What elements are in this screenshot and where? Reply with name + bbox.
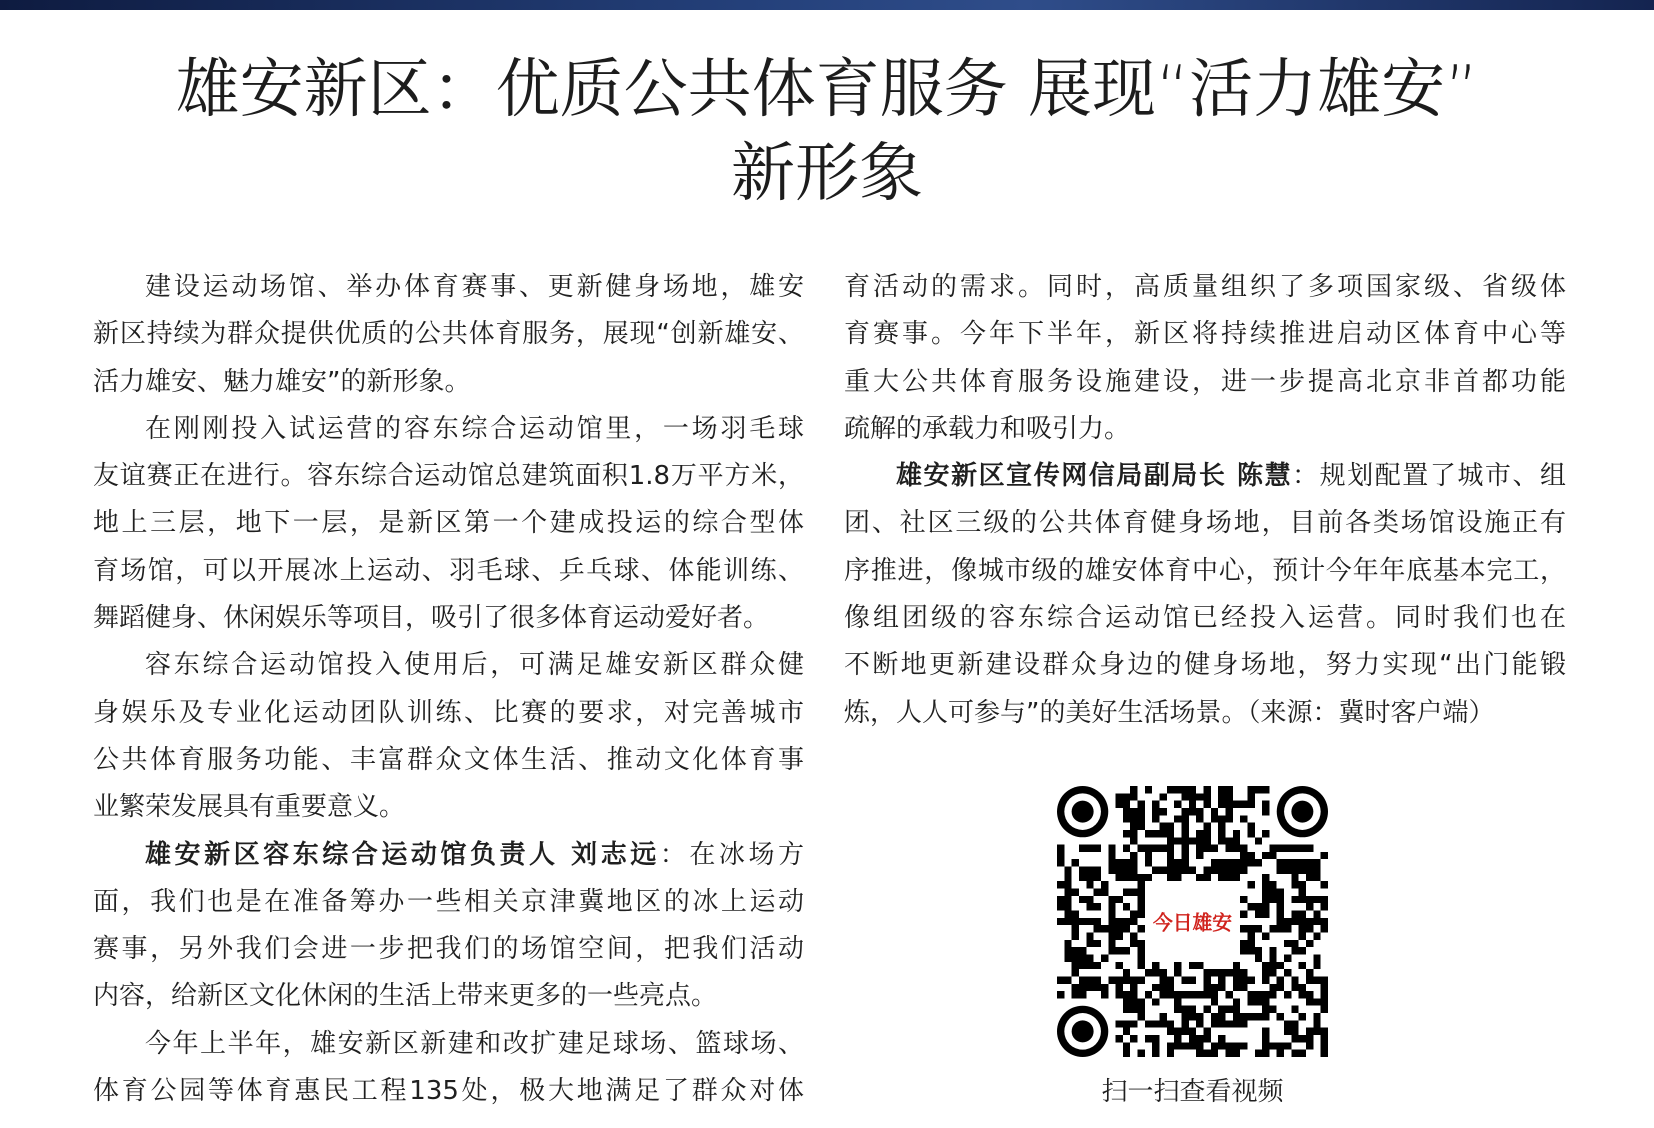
speaker-name: 雄安新区宣传网信局副局长 陈慧 xyxy=(896,461,1293,492)
article-title xyxy=(40,48,1614,216)
article-title-line-2: 新形象 xyxy=(731,137,923,211)
line-text: ：规划配置了城市、组 xyxy=(1292,461,1566,492)
line-text: 业繁荣发展具有重要意义。 xyxy=(93,792,406,823)
line-text: 炼，人人可参与”的美好生活场景。（来源：冀时客户端） xyxy=(844,697,1495,728)
text-line xyxy=(844,264,1566,311)
text-line xyxy=(93,832,804,879)
line-text: 体育公园等体育惠民工程135处，极大地满足了群众对体 xyxy=(93,1076,804,1107)
qr-center-logo xyxy=(1149,885,1237,958)
text-line xyxy=(844,642,1566,689)
article-body-left-column xyxy=(93,264,804,1115)
text-line xyxy=(93,359,804,406)
line-text: 序推进，像城市级的雄安体育中心，预计今年年底基本完工， xyxy=(844,555,1566,586)
text-line xyxy=(93,1068,804,1115)
qr-logo-text: 今日雄安 xyxy=(1152,910,1233,935)
qr-finder-bottom-left xyxy=(1057,1006,1108,1057)
qr-finder-top-right xyxy=(1277,786,1328,837)
line-text: 舞蹈健身、休闲娱乐等项目，吸引了很多体育运动爱好者。 xyxy=(93,603,770,634)
line-text: 地上三层，地下一层，是新区第一个建成投运的综合型体 xyxy=(93,508,804,539)
line-text: 育赛事。今年下半年，新区将持续推进启动区体育中心等 xyxy=(844,319,1566,350)
text-line xyxy=(93,406,804,453)
qr-finder-top-left xyxy=(1057,786,1108,837)
text-line xyxy=(93,595,804,642)
text-line xyxy=(844,311,1566,358)
line-text: ：在冰场方 xyxy=(659,839,804,870)
text-line xyxy=(93,311,804,358)
text-line xyxy=(93,973,804,1020)
text-line xyxy=(93,926,804,973)
line-text: 容东综合运动馆投入使用后，可满足雄安新区群众健 xyxy=(145,650,804,681)
text-line xyxy=(844,548,1566,595)
text-line xyxy=(844,406,1566,453)
text-line xyxy=(93,879,804,926)
line-text: 公共体育服务功能、丰富群众文体生活、推动文化体育事 xyxy=(93,744,804,775)
line-text: 建设运动场馆、举办体育赛事、更新健身场地，雄安 xyxy=(145,272,804,302)
text-line xyxy=(844,690,1566,737)
speaker-name: 雄安新区容东综合运动馆负责人 刘志远 xyxy=(145,839,660,870)
text-line xyxy=(844,453,1566,500)
top-banner-bar xyxy=(0,0,1654,10)
line-text: 在刚刚投入试运营的容东综合运动馆里，一场羽毛球 xyxy=(145,413,804,444)
line-text: 今年上半年，雄安新区新建和改扩建足球场、篮球场、 xyxy=(145,1028,804,1059)
text-line xyxy=(93,642,804,689)
article-body-right-column xyxy=(844,264,1566,737)
article-title-line-1: 雄安新区：优质公共体育服务 展现“活力雄安” xyxy=(175,53,1479,127)
text-line xyxy=(844,595,1566,642)
text-line xyxy=(93,264,804,311)
line-text: 赛事，另外我们会进一步把我们的场馆空间，把我们活动 xyxy=(93,934,804,965)
qr-code-graphic xyxy=(1057,786,1328,1057)
line-text: 重大公共体育服务设施建设，进一步提高北京非首都功能 xyxy=(844,366,1566,397)
text-line xyxy=(93,500,804,547)
qr-code[interactable] xyxy=(1057,786,1328,1057)
line-text: 活力雄安、魅力雄安”的新形象。 xyxy=(93,366,471,397)
line-text: 内容，给新区文化休闲的生活上带来更多的一些亮点。 xyxy=(93,981,718,1012)
line-text: 身娱乐及专业化运动团队训练、比赛的要求，对完善城市 xyxy=(93,697,804,728)
line-text: 育活动的需求。同时，高质量组织了多项国家级、省级体 xyxy=(844,272,1566,302)
line-text: 团、社区三级的公共体育健身场地，目前各类场馆设施正有 xyxy=(844,508,1566,539)
line-text: 育场馆，可以开展冰上运动、羽毛球、乒乓球、体能训练、 xyxy=(93,555,804,586)
text-line xyxy=(93,453,804,500)
text-line xyxy=(93,690,804,737)
line-text: 面，我们也是在准备筹办一些相关京津冀地区的冰上运动 xyxy=(93,886,804,917)
text-line xyxy=(93,548,804,595)
line-text: 像组团级的容东综合运动馆已经投入运营。同时我们也在 xyxy=(844,603,1566,634)
line-text: 友谊赛正在进行。容东综合运动馆总建筑面积1.8万平方米， xyxy=(93,461,804,492)
text-line xyxy=(844,500,1566,547)
text-line xyxy=(93,1021,804,1068)
text-line xyxy=(93,784,804,831)
line-text: 新区持续为群众提供优质的公共体育服务，展现“创新雄安、 xyxy=(93,319,804,350)
qr-caption: 扫一扫查看视频 xyxy=(1101,1077,1284,1107)
text-line xyxy=(93,737,804,784)
line-text: 疏解的承载力和吸引力。 xyxy=(844,413,1131,444)
line-text: 不断地更新建设群众身边的健身场地，努力实现“出门能锻 xyxy=(844,650,1566,681)
text-line xyxy=(844,359,1566,406)
